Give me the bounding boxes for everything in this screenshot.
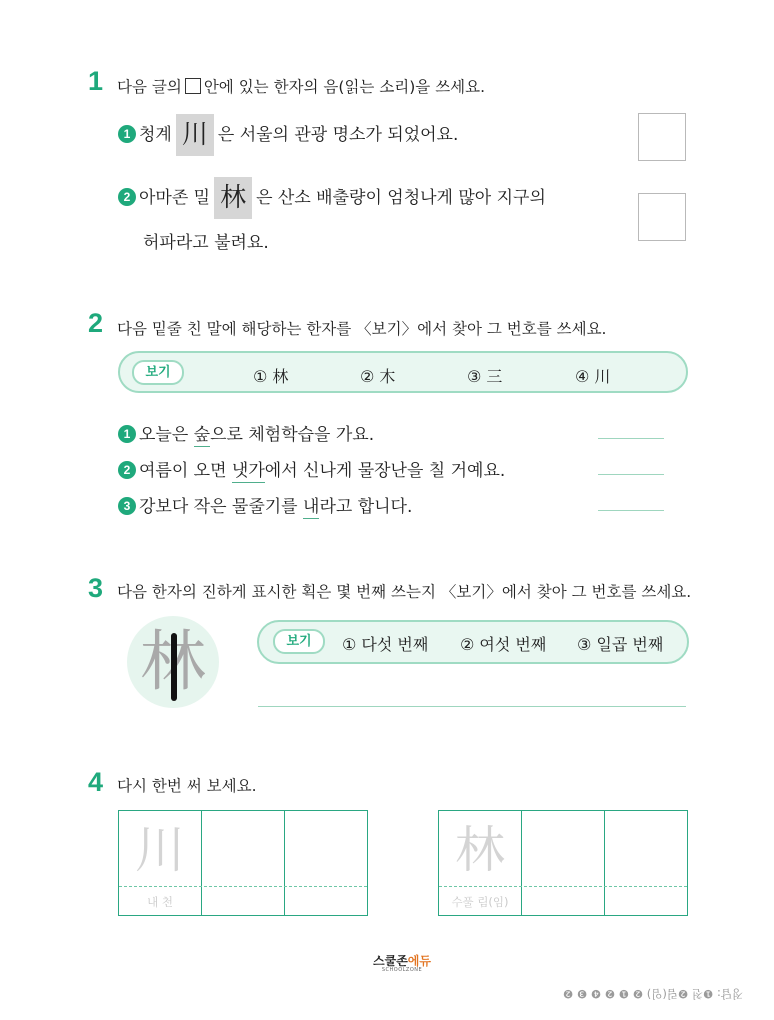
q1-item-1 bbox=[118, 114, 458, 156]
trace-caption: 내 천 bbox=[147, 895, 173, 909]
answer-line-3[interactable] bbox=[598, 510, 664, 511]
item-number-badge: 1 bbox=[118, 425, 136, 443]
q2-item-3-before: 강보다 작은 물줄기를 bbox=[139, 497, 304, 517]
q1-instruction-after: 안에 있는 한자의 음(읽는 소리)을 쓰세요. bbox=[203, 78, 486, 96]
answer-box-2[interactable] bbox=[638, 193, 686, 241]
item-number-badge: 1 bbox=[118, 125, 136, 143]
stroke-order-hanja: 林 bbox=[140, 623, 206, 700]
item-number-badge: 2 bbox=[118, 188, 136, 206]
q1-instruction-before: 다음 글의 bbox=[117, 78, 182, 96]
blank-square-icon bbox=[185, 78, 201, 94]
bogi-option-4: ④ 川 bbox=[575, 367, 611, 386]
logo-accent: 에듀 bbox=[407, 954, 431, 968]
answer-line-q3[interactable] bbox=[258, 706, 686, 707]
hanja-box: 川 bbox=[176, 114, 214, 156]
q1-item-2-before: 아마존 밀 bbox=[139, 188, 211, 208]
publisher-logo bbox=[362, 950, 442, 973]
answer-line-1[interactable] bbox=[598, 438, 664, 439]
grid-guide-line bbox=[119, 886, 367, 887]
q1-item-2 bbox=[118, 177, 546, 219]
q1-item-2-line2: 허파라고 불려요. bbox=[143, 233, 269, 253]
answer-box-1[interactable] bbox=[638, 113, 686, 161]
question-4-instruction: 다시 한번 써 보세요. bbox=[117, 777, 257, 795]
grid-divider bbox=[604, 811, 605, 915]
q2-item-1 bbox=[118, 420, 374, 445]
q2-item-1-before: 오늘은 bbox=[139, 425, 194, 445]
upside-down-answer-key: 정답: ❶천 ❷림(임) ❷ ❶ ❷ ❹ ❸ ❷ bbox=[562, 987, 744, 1001]
bogi-option-1: ① 다섯 번째 bbox=[342, 635, 429, 654]
question-2-instruction: 다음 밑줄 친 말에 해당하는 한자를 〈보기〉에서 찾아 그 번호를 쓰세요. bbox=[117, 320, 607, 338]
trace-caption: 수풀 림(임) bbox=[451, 895, 509, 909]
hanja-box: 林 bbox=[214, 177, 252, 219]
bogi-option-2: ② 여섯 번째 bbox=[460, 635, 547, 654]
q2-item-3 bbox=[118, 492, 412, 517]
q1-item-2-after: 은 산소 배출량이 엄청나게 많아 지구의 bbox=[256, 188, 546, 208]
bold-stroke-mark bbox=[127, 616, 219, 708]
item-number-badge: 3 bbox=[118, 497, 136, 515]
q2-item-2-before: 여름이 오면 bbox=[139, 461, 232, 481]
bogi-option-2: ② 木 bbox=[360, 367, 396, 386]
question-3-number: 3 bbox=[88, 573, 104, 603]
underlined-word: 냇가 bbox=[231, 461, 265, 481]
grid-divider bbox=[521, 811, 522, 915]
writing-grid-2[interactable] bbox=[438, 810, 688, 916]
question-2-number: 2 bbox=[88, 308, 104, 338]
question-3-instruction: 다음 한자의 진하게 표시한 획은 몇 번째 쓰는지 〈보기〉에서 찾아 그 번호를 쓰세요. bbox=[117, 583, 692, 601]
trace-hanja: 川 bbox=[135, 821, 185, 879]
question-4-number: 4 bbox=[88, 767, 104, 797]
grid-divider bbox=[201, 811, 202, 915]
trace-hanja: 林 bbox=[455, 821, 505, 879]
q2-item-2-after: 에서 신나게 물장난을 칠 거예요. bbox=[264, 461, 506, 481]
grid-divider bbox=[284, 811, 285, 915]
q2-item-2 bbox=[118, 456, 505, 481]
writing-grid-1[interactable] bbox=[118, 810, 368, 916]
logo-sub: SCHOOLZONE bbox=[381, 967, 423, 973]
question-1-instruction bbox=[117, 75, 485, 97]
q1-item-1-before: 청계 bbox=[139, 125, 172, 145]
logo-main: 스쿨존 bbox=[373, 954, 408, 968]
q2-item-3-after: 라고 합니다. bbox=[319, 497, 413, 517]
grid-guide-line bbox=[439, 886, 687, 887]
item-number-badge: 2 bbox=[118, 461, 136, 479]
q2-item-1-after: 으로 체험학습을 가요. bbox=[210, 425, 375, 445]
bogi-option-3: ③ 三 bbox=[467, 367, 503, 386]
underlined-word: 내 bbox=[303, 497, 320, 517]
bogi-option-3: ③ 일곱 번째 bbox=[577, 635, 664, 654]
bogi-option-1: ① 林 bbox=[253, 367, 289, 386]
underlined-word: 숲 bbox=[193, 425, 211, 445]
bogi-label: 보기 bbox=[132, 360, 184, 385]
q1-item-1-after: 은 서울의 관광 명소가 되었어요. bbox=[217, 125, 459, 145]
question-1-number: 1 bbox=[88, 66, 104, 96]
bogi-label: 보기 bbox=[273, 629, 325, 654]
answer-line-2[interactable] bbox=[598, 474, 664, 475]
